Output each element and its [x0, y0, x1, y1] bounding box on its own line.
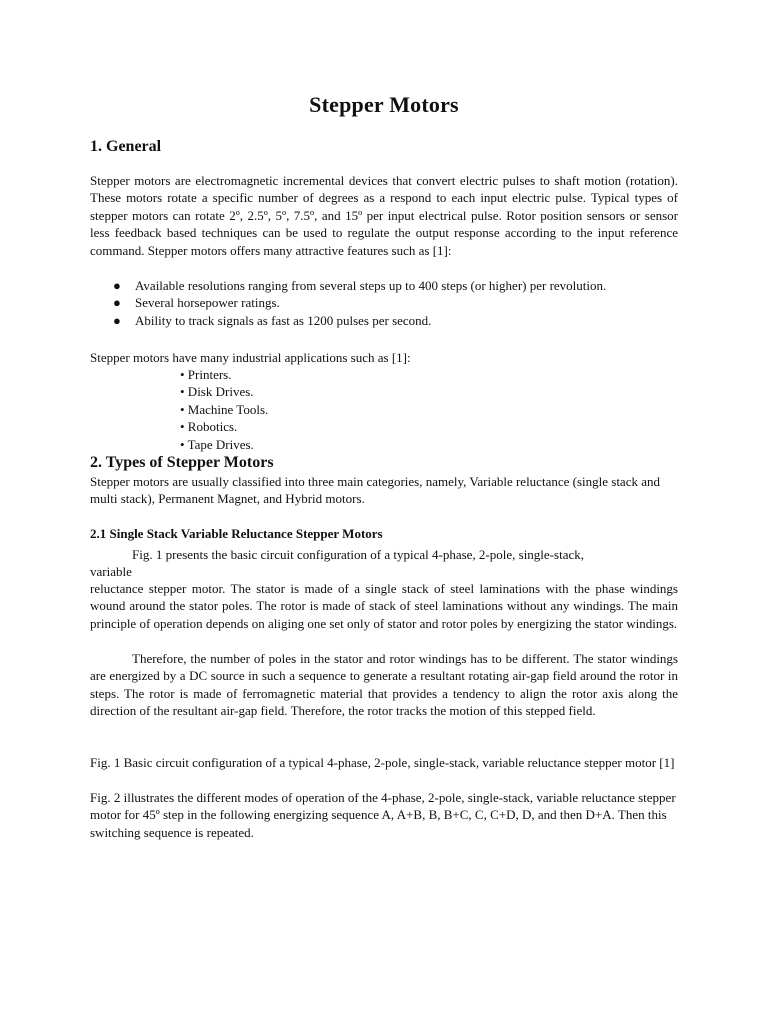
- bullet-icon: ●: [113, 278, 121, 293]
- section-1-heading: 1. General: [90, 138, 162, 155]
- list-item: • Printers.: [180, 367, 232, 382]
- list-item: • Machine Tools.: [180, 401, 269, 417]
- section-2-1-heading: 2.1 Single Stack Variable Reluctance Stepper Motors: [90, 526, 383, 541]
- bullet-icon: ●: [113, 312, 121, 328]
- bullet-icon: ●: [113, 295, 121, 311]
- figure-1-caption: Fig. 1 Basic circuit configuration of a typical 4-phase, 2-pole, single-stack, variable reluctance stepper motor [1]: [90, 755, 675, 770]
- applications-list: [180, 366, 268, 453]
- section-2-1-para1-line1: Fig. 1 presents the basic circuit configuration of a typical 4-phase, 2-pole, single-stack,: [132, 547, 584, 562]
- section-2-intro: Stepper motors are usually classified into three main categories, namely, Variable reluctance (single stack and multi stack), Permanent Magnet, and Hybrid motors.: [90, 474, 660, 507]
- list-item: • Disk Drives.: [180, 384, 254, 400]
- document-title: Stepper Motors: [309, 92, 459, 117]
- features-list: [90, 277, 678, 329]
- figure-2-text: Fig. 2 illustrates the different modes of operation of the 4-phase, 2-pole, single-stack, variable reluctance stepper motor for 45º step in the following energizing sequence A, A+B, B, B+C, C, C+D, D, and then D+A. Then this switching sequence is repeated.: [90, 790, 676, 840]
- applications-intro: Stepper motors have many industrial applications such as [1]:: [90, 350, 411, 365]
- section-1-intro: Stepper motors are electromagnetic incremental devices that convert electric pulses to shaft motion (rotation). These motors rotate a specific number of degrees as a respond to each input electric pulse. Typical types of stepper motors can rotate 2º, 2.5º, 5º, 7.5º, and 15º per input electrical pulse. Rotor position sensors or sensor less feedback based techniques can be used to regulate the output response according to the input reference command. Stepper motors offers many attractive features such as [1]:: [90, 173, 678, 258]
- feature-text: Ability to track signals as fast as 1200 pulses per second.: [135, 312, 432, 328]
- list-item: [90, 277, 615, 294]
- section-2-heading: 2. Types of Stepper Motors: [90, 454, 274, 471]
- feature-text: Several horsepower ratings.: [135, 295, 280, 311]
- section-2-1-para1: reluctance stepper motor. The stator is made of a single stack of steel laminations with the phase windings wound around the stator poles. The rotor is made of stack of steel laminations without any windings. The main principle of operation depends on aliging one set only of stator and rotor poles by energizing the stator windings.: [90, 581, 678, 631]
- section-2-1-para2: Therefore, the number of poles in the stator and rotor windings has to be different. The stator windings are energized by a DC source in such a sequence to generate a resultant rotating air-gap field around the rotor in steps. The rotor is made of ferromagnetic material that provides a tendency to align the rotor axis along the direction of the resultant air-gap field. Therefore, the rotor tracks the motion of this stepped field.: [90, 651, 678, 719]
- section-2-1-para1-line2: variable: [90, 564, 132, 579]
- list-item: • Tape Drives.: [180, 436, 254, 452]
- feature-text: Available resolutions ranging from several steps up to 400 steps (or higher) per revolution.: [135, 278, 607, 293]
- list-item: • Robotics.: [180, 419, 238, 435]
- list-item: [90, 294, 615, 311]
- list-item: [90, 312, 615, 329]
